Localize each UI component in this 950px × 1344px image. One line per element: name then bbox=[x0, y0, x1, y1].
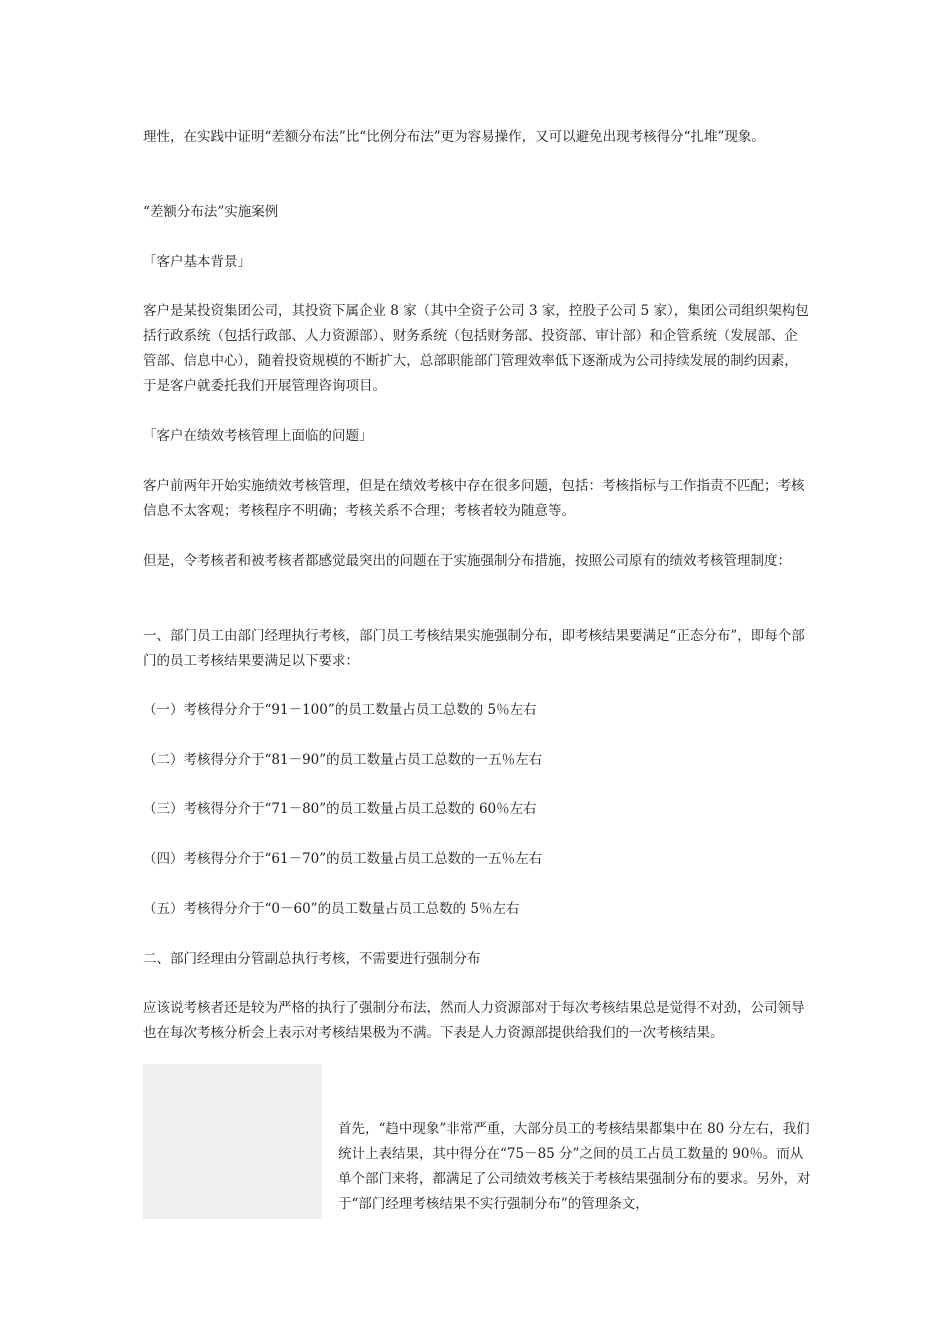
paragraph-forced-distribution: 但是，令考核者和被考核者都感觉最突出的问题在于实施强制分布措施，按照公司原有的绩效考核管理制度： bbox=[143, 553, 791, 569]
results-table-image bbox=[143, 1064, 322, 1219]
paragraph-problems: 客户前两年开始实施绩效考核管理，但是在绩效考核中存在很多问题，包括：考核指标与工作指责不匹配；考核信息不太客观；考核程序不明确；考核关系不合理；考核者较为随意等。 bbox=[143, 478, 805, 519]
paragraph-analysis: 首先，“趋中现象”非常严重，大部分员工的考核结果都集中在 80 分左右，我们统计上表结果，其中得分在“75－85 分”之间的员工占员工数量的 90％。而从单个部门来将，都满足了公司绩效考核关于考核结果强制分布的要求。另外，对于“部门经理考核结果不实行强制分布”的管理条文， bbox=[338, 1121, 811, 1212]
paragraph-results-intro: 应该说考核者还是较为严格的执行了强制分布法，然而人力资源部对于每次考核结果总是觉得不对劲，公司领导也在每次考核分析会上表示对考核结果极为不满。下表是人力资源部提供给我们的一次考核结果。 bbox=[143, 1000, 805, 1041]
list-item-three: （三）考核得分介于“71－80”的员工数量占员工总数的 60％左右 bbox=[143, 801, 537, 817]
section-heading-background: 「客户基本背景」 bbox=[143, 254, 251, 270]
section-heading-problems: 「客户在绩效考核管理上面临的问题」 bbox=[143, 428, 373, 444]
list-item-five: （五）考核得分介于“0－60”的员工数量占员工总数的 5％左右 bbox=[143, 901, 520, 917]
paragraph-intro: 理性，在实践中证明“差额分布法”比“比例分布法”更为容易操作，又可以避免出现考核得分“扎堆”现象。 bbox=[143, 129, 765, 145]
paragraph-rule-one: 一、部门员工由部门经理执行考核，部门员工考核结果实施强制分布，即考核结果要满足“正态分布”，即每个部门的员工考核结果要满足以下要求： bbox=[143, 628, 805, 669]
paragraph-rule-two: 二、部门经理由分管副总执行考核，不需要进行强制分布 bbox=[143, 951, 481, 967]
list-item-four: （四）考核得分介于“61－70”的员工数量占员工总数的一五％左右 bbox=[143, 851, 543, 867]
list-item-two: （二）考核得分介于“81－90”的员工数量占员工总数的一五％左右 bbox=[143, 752, 543, 768]
section-heading-case: “差额分布法”实施案例 bbox=[143, 204, 279, 220]
list-item-one: （一）考核得分介于“91－100”的员工数量占员工总数的 5％左右 bbox=[143, 702, 537, 718]
paragraph-background: 客户是某投资集团公司，其投资下属企业 8 家（其中全资子公司 3 家，控股子公司 5 家），集团公司组织架构包括行政系统（包括行政部、人力资源部）、财务系统（包括财务部、投资部、审计部）和企管系统（发展部、企管部、信息中心），随着投资规模的不断扩大，总部职能部门管理效率低下逐渐成为公司持续发展的制约因素，于是客户就委托我们开展管理咨询项目。 bbox=[143, 303, 809, 394]
